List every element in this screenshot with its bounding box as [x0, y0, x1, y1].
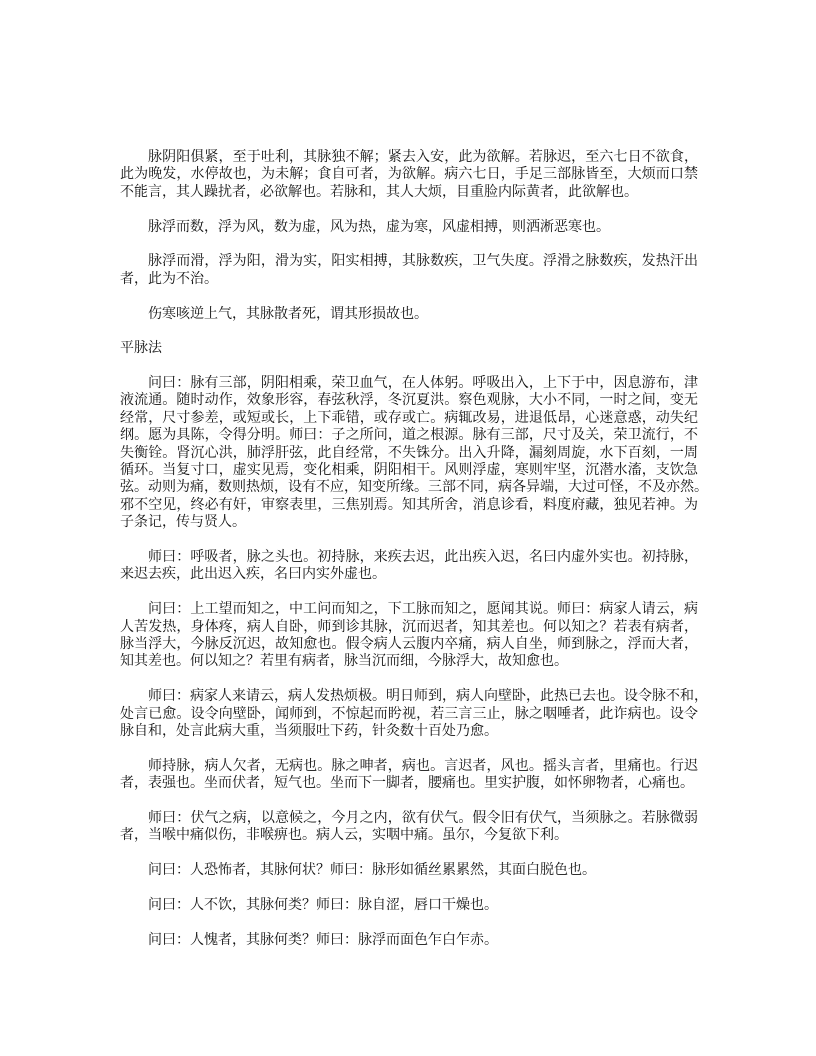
- paragraph: [120, 306, 698, 323]
- section-heading: [120, 340, 698, 357]
- text-line: 纲。愿为具陈，令得分明。师曰：子之所问，道之根源。脉有三部，尺寸及关，荣卫流行，不: [120, 427, 698, 444]
- paragraph: [120, 810, 698, 845]
- heading-text: 平脉法: [120, 340, 162, 357]
- text-line: 师曰：呼吸者，脉之头也。初持脉，来疾去迟，此出疾入迟，名曰内虚外实也。初持脉，: [148, 548, 698, 565]
- paragraph: [120, 897, 698, 914]
- text-line: 脉当浮大，今脉反沉迟，故知愈也。假令病人云腹内卒痛，病人自坐，师到脉之，浮而大者，: [120, 635, 698, 652]
- paragraph: [120, 375, 708, 532]
- text-line: 问曰：人愧者，其脉何类？师曰：脉浮而面色乍白乍赤。: [148, 931, 498, 948]
- text-line: 液流通。随时动作，效象形容，春弦秋浮，冬沉夏洪。察色观脉，大小不同，一时之间，变无: [120, 392, 698, 409]
- paragraph: [120, 688, 708, 740]
- text-line: 循环。当复寸口，虚实见焉，变化相乘，阴阳相干。风则浮虚，寒则牢坚，沉潜水滀，支饮急: [120, 462, 698, 479]
- text-line: 经常，尺寸参差，或短或长，上下乖错，或存或亡。病辄改易，进退低昂，心迷意惑，动失纪: [120, 409, 698, 426]
- text-line: 师曰：病家人来请云，病人发热烦极。明日师到，病人向壁卧，此热已去也。设令脉不和，: [148, 688, 708, 705]
- text-line: 师曰：伏气之病，以意候之，今月之内，欲有伏气。假令旧有伏气，当须脉之。若脉微弱: [148, 809, 698, 826]
- paragraph: [120, 149, 698, 201]
- paragraph: [120, 601, 698, 671]
- paragraph: [120, 253, 698, 288]
- paragraph: [120, 758, 698, 793]
- text-line: 者，此为不治。: [120, 270, 218, 287]
- text-line: 脉浮而数，浮为风，数为虚，风为热，虚为寒，风虚相搏，则洒淅恶寒也。: [148, 218, 610, 235]
- text-line: 失衡铨。肾沉心洪，肺浮肝弦，此自经常，不失铢分。出入升降，漏刻周旋，水下百刻，一周: [120, 444, 698, 461]
- text-line: 知其差也。何以知之？若里有病者，脉当沉而细，今脉浮大，故知愈也。: [120, 653, 568, 670]
- text-line: 邪不空见，终必有奸，审察表里，三焦别焉。知其所舍，消息诊看，料度府藏，独见若神。为: [120, 496, 698, 513]
- paragraph: [120, 219, 698, 236]
- text-line: 处言已愈。设令向壁卧，闻师到，不惊起而盻视，若三言三止，脉之咽唾者，此诈病也。设令: [120, 705, 698, 722]
- text-line: 人苦发热，身体疼，病人自卧，师到诊其脉，沉而迟者，知其差也。何以知之？若表有病者，: [120, 618, 698, 635]
- text-line: 弦。动则为痛，数则热烦，设有不应，知变所缘。三部不同，病各异端，大过可怪，不及亦然。: [120, 479, 708, 496]
- text-line: 问曰：人恐怖者，其脉何状？师曰：脉形如循丝累累然，其面白脱色也。: [148, 862, 596, 879]
- text-line: 问曰：脉有三部，阴阳相乘，荣卫血气，在人体躬。呼吸出入，上下于中，因息游布，津: [148, 375, 698, 392]
- text-line: 伤寒咳逆上气，其脉散者死，谓其形损故也。: [148, 305, 428, 322]
- text-line: 问曰：人不饮，其脉何类？师曰：脉自涩，唇口干燥也。: [148, 896, 498, 913]
- text-line: 子条记，传与贤人。: [120, 514, 246, 531]
- text-line: 此为晚发，水停故也，为未解；食自可者，为欲解。病六七日，手足三部脉皆至，大烦而口禁: [120, 166, 698, 183]
- text-line: 者，当喉中痛似伤，非喉痹也。病人云，实咽中痛。虽尔，今复欲下利。: [120, 827, 568, 844]
- paragraph: [120, 932, 698, 949]
- text-line: 师持脉，病人欠者，无病也。脉之呻者，病也。言迟者，风也。摇头言者，里痛也。行迟: [148, 757, 698, 774]
- document-body: [120, 149, 708, 966]
- text-line: 问曰：上工望而知之，中工问而知之，下工脉而知之，愿闻其说。师曰：病家人请云，病: [148, 601, 698, 618]
- text-line: 不能言，其人躁扰者，必欲解也。若脉和，其人大烦，目重脸内际黄者，此欲解也。: [120, 183, 638, 200]
- paragraph: [120, 549, 698, 584]
- paragraph: [120, 862, 698, 879]
- text-line: 来迟去疾，此出迟入疾，名曰内实外虚也。: [120, 566, 386, 583]
- text-line: 脉阴阳俱紧，至于吐利，其脉独不解；紧去入安，此为欲解。若脉迟，至六七日不欲食，: [148, 149, 698, 165]
- text-line: 者，表强也。坐而伏者，短气也。坐而下一脚者，腰痛也。里实护腹，如怀卵物者，心痛也。: [120, 775, 694, 792]
- text-line: 脉自和，处言此病大重，当须服吐下药，针灸数十百处乃愈。: [120, 722, 498, 739]
- text-line: 脉浮而滑，浮为阳，滑为实，阳实相搏，其脉数疾，卫气失度。浮滑之脉数疾，发热汗出: [148, 253, 698, 270]
